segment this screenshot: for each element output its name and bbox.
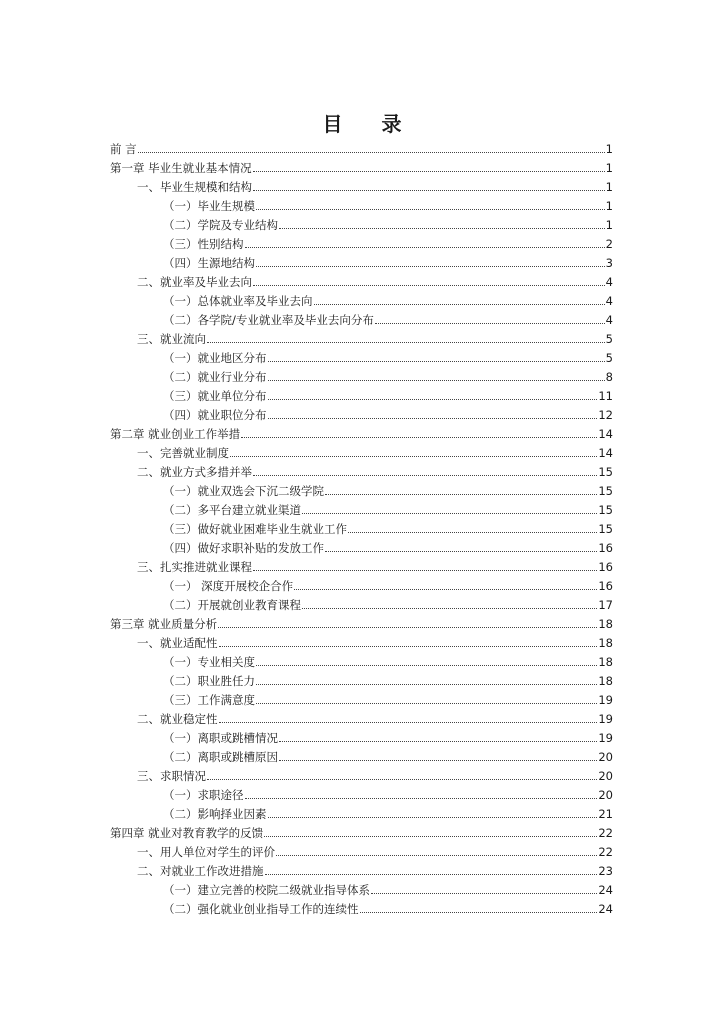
toc-entry-label: （二）职业胜任力	[163, 674, 255, 688]
toc-entry-label: （二）强化就业创业指导工作的连续性	[163, 902, 359, 916]
toc-entry-page-number: 14	[598, 446, 613, 460]
toc-entry[interactable]	[110, 273, 613, 292]
toc-dot-leader	[325, 551, 597, 552]
toc-entry-label: （一）专业相关度	[163, 655, 255, 669]
toc-entry-page-number: 8	[605, 370, 613, 384]
toc-entry-label: （二）影响择业因素	[163, 807, 267, 821]
toc-entry-page-number: 4	[605, 313, 613, 327]
toc-dot-leader	[279, 228, 605, 229]
toc-entry-page-number: 19	[598, 693, 613, 707]
toc-dot-leader	[256, 266, 605, 267]
toc-entry-label: （三）性别结构	[163, 237, 244, 251]
toc-entry-label: 一、完善就业制度	[137, 446, 229, 460]
toc-entry[interactable]	[110, 843, 613, 862]
toc-entry[interactable]	[110, 311, 613, 330]
toc-entry-label: 二、对就业工作改进措施	[137, 864, 264, 878]
toc-entry[interactable]	[110, 482, 613, 501]
toc-entry[interactable]	[110, 292, 613, 311]
toc-entry-label: （一）求职途径	[163, 788, 244, 802]
toc-entry[interactable]	[110, 748, 613, 767]
toc-entry[interactable]	[110, 539, 613, 558]
toc-entry-label: （四）生源地结构	[163, 256, 255, 270]
toc-entry-label: 第三章 就业质量分析	[110, 617, 218, 631]
toc-entry-page-number: 20	[598, 750, 613, 764]
toc-entry[interactable]	[110, 159, 613, 178]
toc-entry-page-number: 15	[598, 503, 613, 517]
toc-entry-label: 三、扎实推进就业课程	[137, 560, 252, 574]
toc-entry-label: （四）就业职位分布	[163, 408, 267, 422]
toc-entry[interactable]	[110, 463, 613, 482]
toc-dot-leader	[253, 570, 597, 571]
toc-entry-page-number: 24	[598, 902, 613, 916]
toc-entry[interactable]	[110, 235, 613, 254]
toc-dot-leader	[268, 380, 605, 381]
toc-entry[interactable]	[110, 558, 613, 577]
toc-dot-leader	[256, 703, 597, 704]
toc-entry-label: 第二章 就业创业工作举措	[110, 427, 241, 441]
toc-entry[interactable]	[110, 444, 613, 463]
toc-entry[interactable]	[110, 520, 613, 539]
toc-dot-leader	[302, 513, 597, 514]
toc-entry-page-number: 17	[598, 598, 613, 612]
toc-entry[interactable]	[110, 900, 613, 919]
toc-entry[interactable]	[110, 691, 613, 710]
toc-entry-page-number: 19	[598, 731, 613, 745]
toc-entry[interactable]	[110, 254, 613, 273]
toc-entry[interactable]	[110, 729, 613, 748]
toc-entry-page-number: 15	[598, 484, 613, 498]
toc-entry-page-number: 22	[598, 826, 613, 840]
toc-dot-leader	[294, 589, 597, 590]
toc-dot-leader	[245, 798, 598, 799]
toc-entry-label: （二）就业行业分布	[163, 370, 267, 384]
toc-entry-label: 一、毕业生规模和结构	[137, 180, 252, 194]
toc-entry-label: 第四章 就业对教育教学的反馈	[110, 826, 264, 840]
toc-entry[interactable]	[110, 349, 613, 368]
toc-entry-page-number: 15	[598, 465, 613, 479]
toc-entry-label: （一）毕业生规模	[163, 199, 255, 213]
toc-entry[interactable]	[110, 767, 613, 786]
toc-entry[interactable]	[110, 197, 613, 216]
toc-dot-leader	[348, 532, 597, 533]
toc-entry-page-number: 12	[598, 408, 613, 422]
toc-entry-label: （一）就业地区分布	[163, 351, 267, 365]
toc-entry-page-number: 15	[598, 522, 613, 536]
toc-dot-leader	[253, 190, 605, 191]
toc-entry[interactable]	[110, 634, 613, 653]
toc-dot-leader	[268, 361, 605, 362]
toc-entry-label: （一）离职或跳槽情况	[163, 731, 278, 745]
toc-entry[interactable]	[110, 216, 613, 235]
toc-dot-leader	[219, 722, 598, 723]
toc-entry-label: 前 言	[110, 142, 137, 156]
toc-title: 目 录	[322, 112, 418, 136]
toc-entry-label: （三）工作满意度	[163, 693, 255, 707]
toc-entry[interactable]	[110, 672, 613, 691]
toc-entry-page-number: 20	[598, 788, 613, 802]
toc-dot-leader	[256, 665, 597, 666]
toc-entry[interactable]	[110, 387, 613, 406]
toc-entry-label: （四）做好求职补贴的发放工作	[163, 541, 324, 555]
toc-dot-leader	[245, 247, 605, 248]
toc-entry[interactable]	[110, 577, 613, 596]
toc-entry-page-number: 16	[598, 579, 613, 593]
toc-entry[interactable]	[110, 805, 613, 824]
toc-dot-leader	[253, 475, 597, 476]
toc-entry-page-number: 16	[598, 541, 613, 555]
toc-dot-leader	[207, 342, 605, 343]
toc-entry-page-number: 5	[605, 351, 613, 365]
toc-entry-page-number: 2	[605, 237, 613, 251]
toc-dot-leader	[256, 209, 605, 210]
toc-dot-leader	[268, 418, 598, 419]
toc-entry[interactable]	[110, 425, 613, 444]
toc-entry-page-number: 20	[598, 769, 613, 783]
toc-dot-leader	[268, 817, 598, 818]
toc-dot-leader	[264, 836, 597, 837]
toc-dot-leader	[276, 855, 597, 856]
toc-entry-label: 二、就业方式多措并举	[137, 465, 252, 479]
table-of-contents	[110, 140, 613, 919]
toc-entry-page-number: 1	[605, 180, 613, 194]
toc-entry-label: 第一章 毕业生就业基本情况	[110, 161, 252, 175]
toc-dot-leader	[314, 304, 605, 305]
toc-entry-label: （一）就业双选会下沉二级学院	[163, 484, 324, 498]
toc-entry-page-number: 1	[605, 199, 613, 213]
toc-entry-page-number: 22	[598, 845, 613, 859]
toc-entry-label: 二、就业率及毕业去向	[137, 275, 252, 289]
toc-dot-leader	[253, 171, 605, 172]
toc-entry[interactable]	[110, 862, 613, 881]
toc-entry-label: （二）各学院/专业就业率及毕业去向分布	[163, 313, 374, 327]
toc-dot-leader	[375, 323, 605, 324]
toc-entry-page-number: 5	[605, 332, 613, 346]
toc-entry-label: 一、用人单位对学生的评价	[137, 845, 275, 859]
toc-entry-page-number: 14	[598, 427, 613, 441]
toc-entry[interactable]	[110, 786, 613, 805]
toc-entry-page-number: 23	[598, 864, 613, 878]
toc-entry-label: （二）学院及专业结构	[163, 218, 278, 232]
toc-entry-page-number: 21	[598, 807, 613, 821]
toc-dot-leader	[218, 627, 597, 628]
toc-entry[interactable]	[110, 178, 613, 197]
toc-entry[interactable]	[110, 596, 613, 615]
toc-entry-page-number: 3	[605, 256, 613, 270]
toc-entry-label: （二）离职或跳槽原因	[163, 750, 278, 764]
toc-dot-leader	[325, 494, 597, 495]
toc-dot-leader	[302, 608, 597, 609]
toc-entry[interactable]	[110, 330, 613, 349]
toc-entry-label: （一）建立完善的校院二级就业指导体系	[163, 883, 370, 897]
toc-dot-leader	[360, 912, 598, 913]
toc-entry[interactable]	[110, 501, 613, 520]
toc-entry-label: 二、就业稳定性	[137, 712, 218, 726]
toc-entry-page-number: 24	[598, 883, 613, 897]
toc-entry-page-number: 1	[605, 142, 613, 156]
toc-entry-page-number: 18	[598, 655, 613, 669]
toc-entry[interactable]	[110, 824, 613, 843]
toc-entry[interactable]	[110, 653, 613, 672]
toc-dot-leader	[253, 285, 605, 286]
toc-entry-page-number: 1	[605, 218, 613, 232]
toc-entry-label: 三、求职情况	[137, 769, 206, 783]
toc-entry-label: （一）总体就业率及毕业去向	[163, 294, 313, 308]
toc-entry-page-number: 19	[598, 712, 613, 726]
toc-entry[interactable]	[110, 615, 613, 634]
toc-dot-leader	[279, 741, 597, 742]
toc-entry-page-number: 18	[598, 636, 613, 650]
toc-entry-label: （三）做好就业困难毕业生就业工作	[163, 522, 347, 536]
toc-entry[interactable]	[110, 881, 613, 900]
toc-dot-leader	[207, 779, 597, 780]
toc-dot-leader	[230, 456, 597, 457]
toc-entry-label: （一） 深度开展校企合作	[163, 579, 294, 593]
toc-entry-page-number: 18	[598, 617, 613, 631]
toc-dot-leader	[138, 152, 605, 153]
toc-entry[interactable]	[110, 368, 613, 387]
toc-dot-leader	[256, 684, 597, 685]
toc-entry-page-number: 11	[598, 389, 613, 403]
toc-dot-leader	[265, 874, 598, 875]
toc-entry-label: 三、就业流向	[137, 332, 206, 346]
toc-entry-label: （三）就业单位分布	[163, 389, 267, 403]
toc-entry[interactable]	[110, 406, 613, 425]
toc-entry-page-number: 18	[598, 674, 613, 688]
toc-entry-label: （二）多平台建立就业渠道	[163, 503, 301, 517]
toc-entry-label: （二）开展就创业教育课程	[163, 598, 301, 612]
toc-entry-label: 一、就业适配性	[137, 636, 218, 650]
toc-dot-leader	[279, 760, 597, 761]
toc-dot-leader	[371, 893, 597, 894]
toc-entry[interactable]	[110, 140, 613, 159]
toc-entry-page-number: 4	[605, 275, 613, 289]
toc-entry-page-number: 16	[598, 560, 613, 574]
toc-entry[interactable]	[110, 710, 613, 729]
toc-entry-page-number: 1	[605, 161, 613, 175]
toc-dot-leader	[241, 437, 597, 438]
toc-dot-leader	[268, 399, 598, 400]
toc-dot-leader	[219, 646, 598, 647]
toc-entry-page-number: 4	[605, 294, 613, 308]
